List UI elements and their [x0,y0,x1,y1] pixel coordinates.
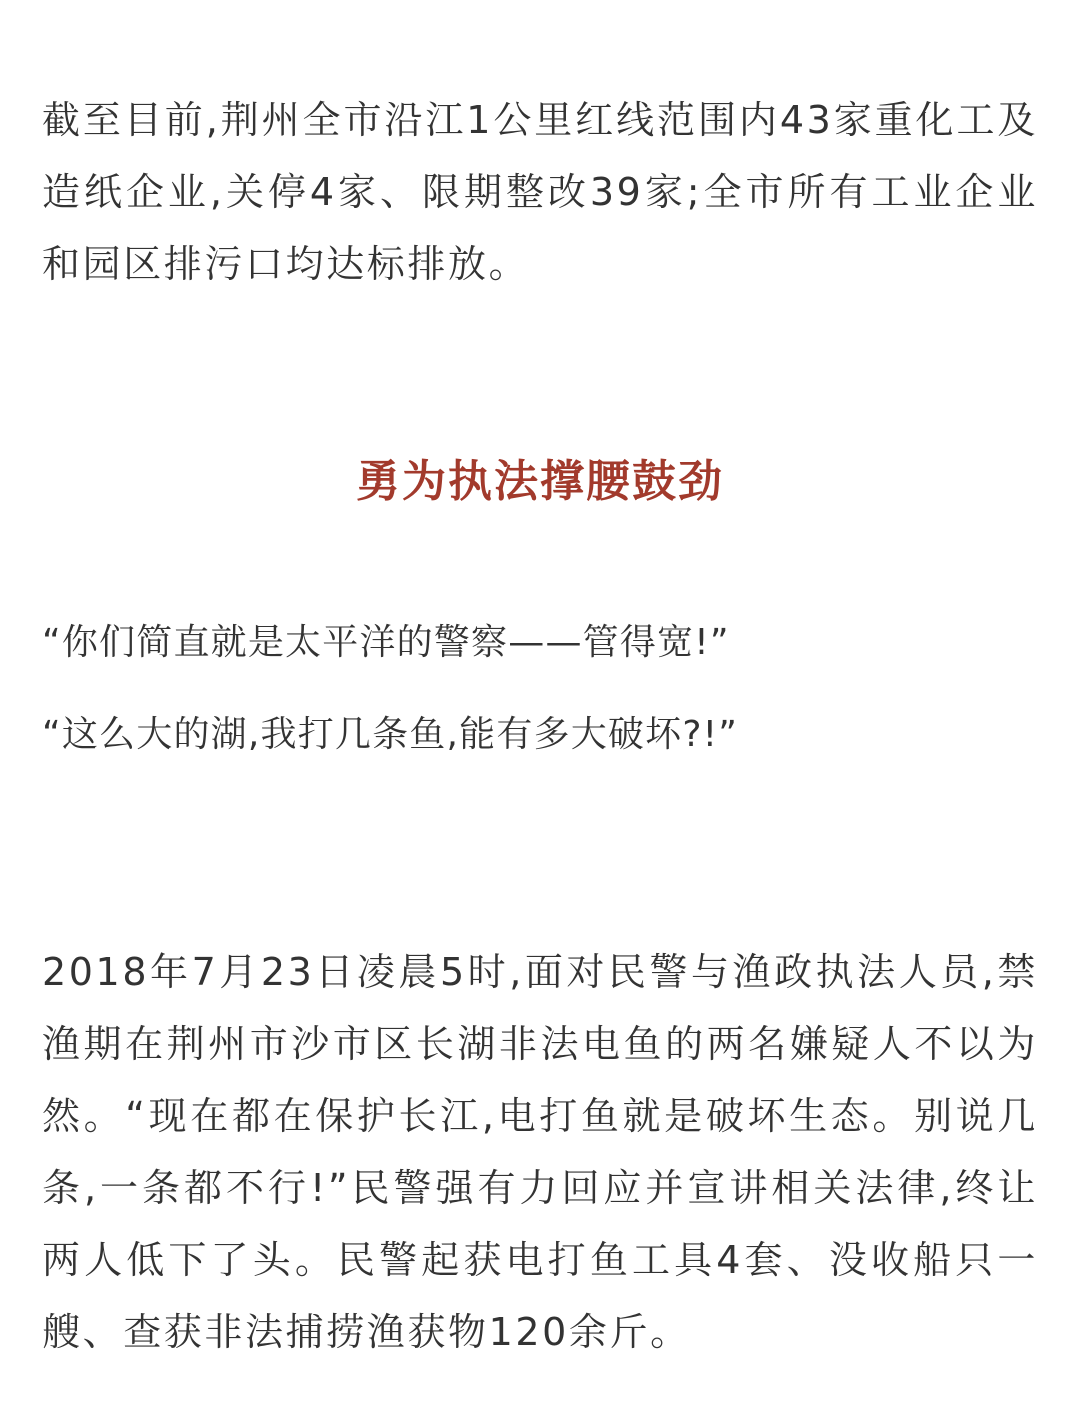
quote-line-1: “你们简直就是太平洋的警察——管得宽!” [42,622,730,663]
quote-line-2: “这么大的湖,我打几条鱼,能有多大破坏?!” [42,714,739,755]
article-paragraph-1: 截至目前,荆州全市沿江1公里红线范围内43家重化工及造纸企业,关停4家、限期整改39家;全市所有工业企业和园区排污口均达标排放。 [42,98,1038,286]
section-heading: 勇为执法撑腰鼓劲 [356,456,724,507]
article-paragraph-2: 2018年7月23日凌晨5时,面对民警与渔政执法人员,禁渔期在荆州市沙市区长湖非法电鱼的两名嫌疑人不以为然。“现在都在保护长江,电打鱼就是破坏生态。别说几条,一条都不行!”民警强有力回应并宣讲相关法律,终让两人低下了头。民警起获电打鱼工具4套、没收船只一艘、查获非法捕捞渔获物120余斤。 [42,950,1038,1354]
